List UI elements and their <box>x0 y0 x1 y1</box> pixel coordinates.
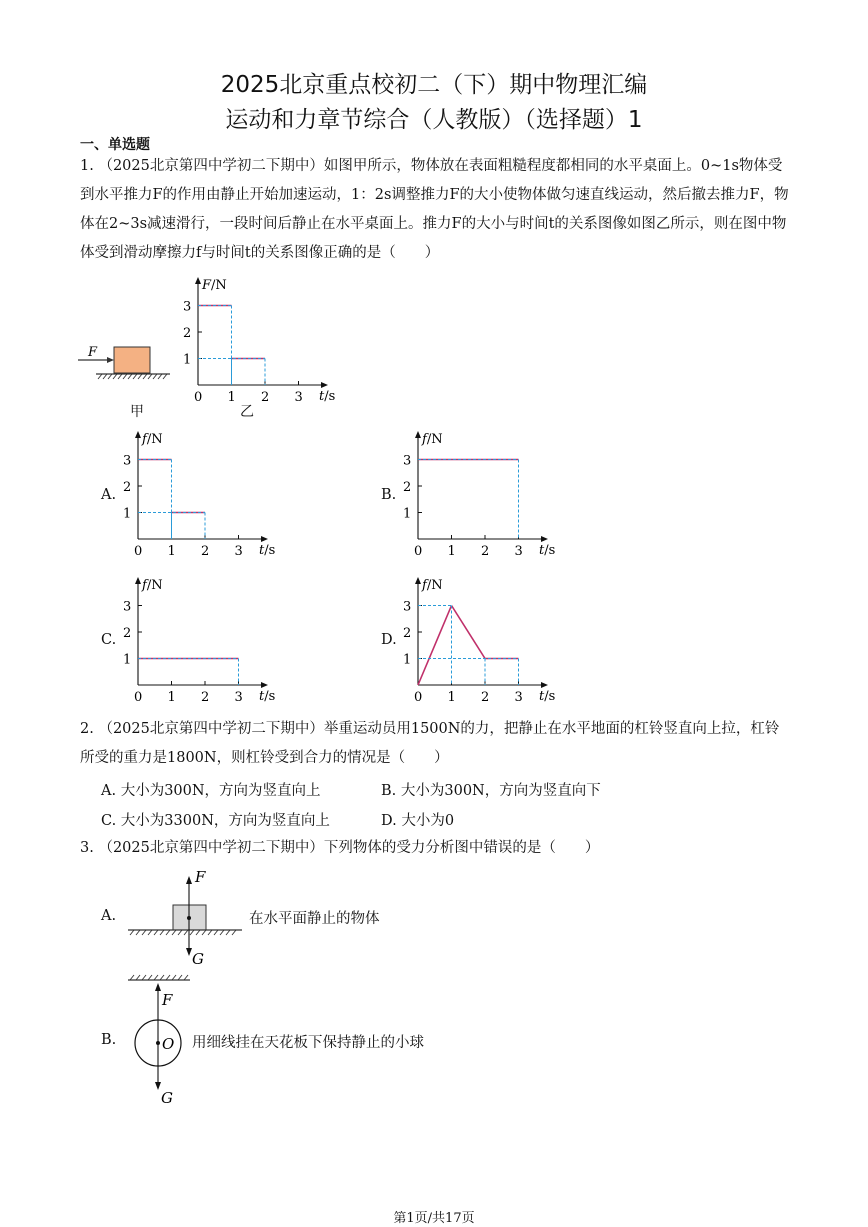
q3-fig-b <box>120 970 200 1110</box>
x-axis-arrow <box>541 682 548 688</box>
y-axis-arrow <box>135 577 141 584</box>
x-tick-label: 1 <box>447 544 456 559</box>
data-segment <box>418 606 452 686</box>
y-tick-label: 1 <box>123 506 132 522</box>
q1-option-d-label[interactable]: D. <box>381 632 397 648</box>
block <box>114 347 150 373</box>
force-label: F <box>88 345 98 360</box>
q1-option-a-label[interactable]: A. <box>101 487 117 503</box>
q1-option-c-label[interactable]: C. <box>101 632 117 648</box>
g-label: G <box>192 950 204 968</box>
y-tick-label: 1 <box>403 506 412 522</box>
x-axis-arrow <box>261 536 268 542</box>
x-tick-label: 2 <box>481 544 490 559</box>
y-tick-label: 2 <box>183 326 192 341</box>
x-axis-label: t/s <box>539 689 556 704</box>
y-tick-label: 1 <box>123 652 132 668</box>
fig-yi-label: 乙 <box>240 404 254 420</box>
q2-option-a[interactable]: A. 大小为300N，方向为竖直向上 <box>101 783 321 799</box>
q2-text: 2. （2025北京第四中学初二下期中）举重运动员用1500N的力，把静止在水平地面的杠铃竖直向上拉，杠铃所受的重力是1800N，则杠铃受到合力的情况是（ ） <box>80 721 780 766</box>
x-tick-label: 0 <box>134 690 143 705</box>
y-axis-label: f/N <box>142 432 163 447</box>
x-tick-label: 2 <box>261 390 270 405</box>
f-label: F <box>195 868 206 886</box>
chart-yi <box>178 272 336 405</box>
x-tick-label: 0 <box>414 690 423 705</box>
y-axis-arrow <box>415 431 421 438</box>
page-footer: 第1页/共17页 <box>393 1211 475 1226</box>
x-axis-label: t/s <box>259 689 276 704</box>
chart-a <box>118 426 278 561</box>
y-tick-label: 1 <box>403 652 412 668</box>
chart-b <box>398 426 558 561</box>
q2-option-d[interactable]: D. 大小为0 <box>381 813 455 829</box>
x-axis-label: t/s <box>539 543 556 558</box>
x-tick-label: 1 <box>167 544 176 559</box>
y-tick-label: 1 <box>183 352 192 368</box>
x-tick-label: 0 <box>414 544 423 559</box>
y-tick-label: 2 <box>123 626 132 641</box>
q3-text: 3. （2025北京第四中学初二下期中）下列物体的受力分析图中错误的是（ ） <box>80 840 600 856</box>
y-axis-label: F/N <box>202 278 227 293</box>
x-tick-label: 2 <box>201 544 210 559</box>
y-axis-label: f/N <box>422 432 443 447</box>
y-tick-label: 3 <box>403 453 412 469</box>
q3-fig-a <box>120 864 250 970</box>
x-axis-label: t/s <box>319 389 336 404</box>
x-tick-label: 1 <box>167 690 176 705</box>
fig-jia <box>72 335 182 385</box>
q3-option-a-label[interactable]: A. <box>101 908 117 924</box>
q1-text: 1. （2025北京第四中学初二下期中）如图甲所示，物体放在表面粗糙程度都相同的水平桌面上。0~1s物体受到水平推力F的作用由静止开始加速运动，1：2s调整推力F的大小使物体做匀速直线运动，然后撤去推力F，物体在2~3s减速滑行，一段时间后静止在水平桌面上。推力F的大小与时间t的关系图像如图乙所示，则在图中物体受到滑动摩擦力f与时间t的关系图像正确的是（ ） <box>80 158 789 261</box>
x-tick-label: 3 <box>514 544 523 559</box>
o-label: O <box>162 1035 175 1053</box>
chart-c <box>118 572 278 707</box>
y-axis-arrow <box>195 277 201 284</box>
x-tick-label: 1 <box>447 690 456 705</box>
x-axis-arrow <box>541 536 548 542</box>
x-tick-label: 2 <box>481 690 490 705</box>
q3-option-a-desc: 在水平面静止的物体 <box>249 911 380 927</box>
x-axis-arrow <box>321 382 328 388</box>
q2-option-c[interactable]: C. 大小为3300N，方向为竖直向上 <box>101 813 330 829</box>
q1-option-b-label[interactable]: B. <box>381 487 397 503</box>
x-tick-label: 3 <box>514 690 523 705</box>
q2-option-b[interactable]: B. 大小为300N，方向为竖直向下 <box>381 783 601 799</box>
q3-option-b-label[interactable]: B. <box>101 1032 117 1048</box>
fig-jia-label: 甲 <box>130 404 144 420</box>
y-tick-label: 2 <box>403 480 412 495</box>
y-axis-arrow <box>415 577 421 584</box>
y-tick-label: 3 <box>123 599 132 615</box>
f-label: F <box>162 991 173 1009</box>
x-tick-label: 1 <box>227 390 236 405</box>
doc-title-line2: 运动和力章节综合（人教版）（选择题）1 <box>225 107 643 133</box>
y-tick-label: 3 <box>403 599 412 615</box>
x-tick-label: 3 <box>294 390 303 405</box>
y-tick-label: 3 <box>123 453 132 469</box>
x-tick-label: 0 <box>134 544 143 559</box>
x-tick-label: 2 <box>201 690 210 705</box>
x-axis-arrow <box>261 682 268 688</box>
y-tick-label: 2 <box>123 480 132 495</box>
section-heading: 一、单选题 <box>80 137 150 153</box>
g-label: G <box>161 1089 173 1107</box>
chart-d <box>398 572 558 707</box>
q3-option-b-desc: 用细线挂在天花板下保持静止的小球 <box>192 1035 424 1051</box>
y-axis-label: f/N <box>142 578 163 593</box>
y-tick-label: 2 <box>403 626 412 641</box>
data-segment <box>452 606 486 659</box>
x-tick-label: 3 <box>234 690 243 705</box>
y-axis-arrow <box>135 431 141 438</box>
y-tick-label: 3 <box>183 299 192 315</box>
doc-title-line1: 2025北京重点校初二（下）期中物理汇编 <box>220 72 648 98</box>
x-tick-label: 3 <box>234 544 243 559</box>
x-axis-label: t/s <box>259 543 276 558</box>
y-axis-label: f/N <box>422 578 443 593</box>
x-tick-label: 0 <box>194 390 203 405</box>
